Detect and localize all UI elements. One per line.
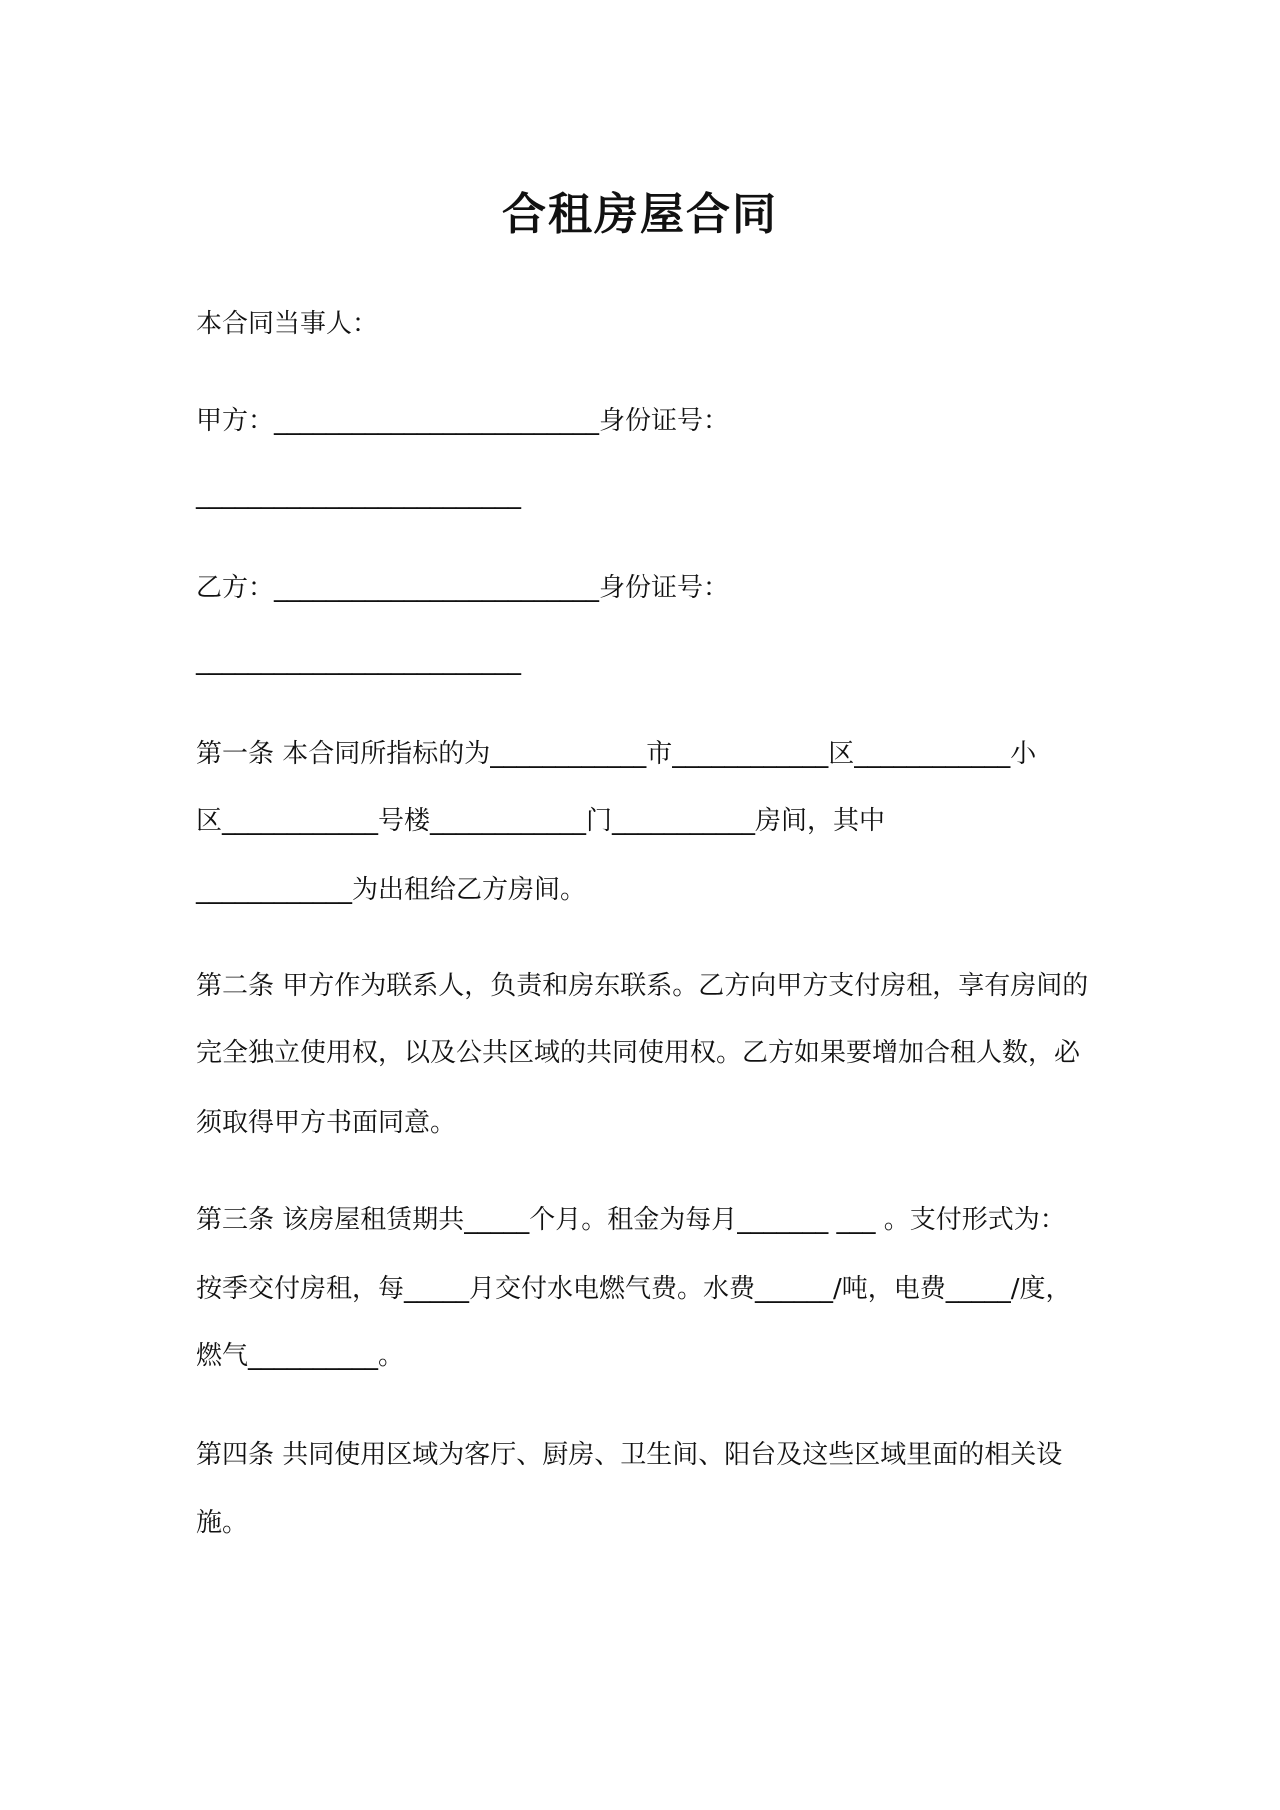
party-a-id-blank: _________________________: [196, 480, 521, 510]
article-2-line-3: 须取得甲方书面同意。: [196, 1108, 457, 1138]
article-3-line-3: 燃气__________。: [196, 1341, 405, 1371]
article-4-line-2: 施。: [196, 1508, 249, 1538]
article-4-line-1: 第四条 共同使用区域为客厅、厨房、卫生间、阳台及这些区域里面的相关设: [196, 1440, 1063, 1470]
article-1-line-2: 区____________号楼____________门___________房间，其中: [196, 806, 886, 836]
article-1-line-1: 第一条 本合同所指标的为____________市____________区____________小: [196, 739, 1037, 769]
document-title: 合租房屋合同: [502, 189, 778, 240]
parties-heading: 本合同当事人：: [196, 309, 379, 339]
article-1-line-3: ____________为出租给乙方房间。: [196, 875, 587, 905]
article-2-line-1: 第二条 甲方作为联系人，负责和房东联系。乙方向甲方支付房租，享有房间的: [196, 971, 1089, 1001]
party-a-line: 甲方：_________________________身份证号：: [196, 406, 730, 436]
article-2-line-2: 完全独立使用权，以及公共区域的共同使用权。乙方如果要增加合租人数，必: [196, 1038, 1081, 1068]
party-b-id-blank: _________________________: [196, 646, 521, 676]
party-b-line: 乙方：_________________________身份证号：: [196, 573, 730, 603]
article-3-line-1: 第三条 该房屋租赁期共_____个月。租金为每月_______ ___ 。支付形式为：: [196, 1205, 1066, 1235]
article-3-line-2: 按季交付房租，每_____月交付水电燃气费。水费______/吨，电费_____/度，: [196, 1274, 1072, 1304]
